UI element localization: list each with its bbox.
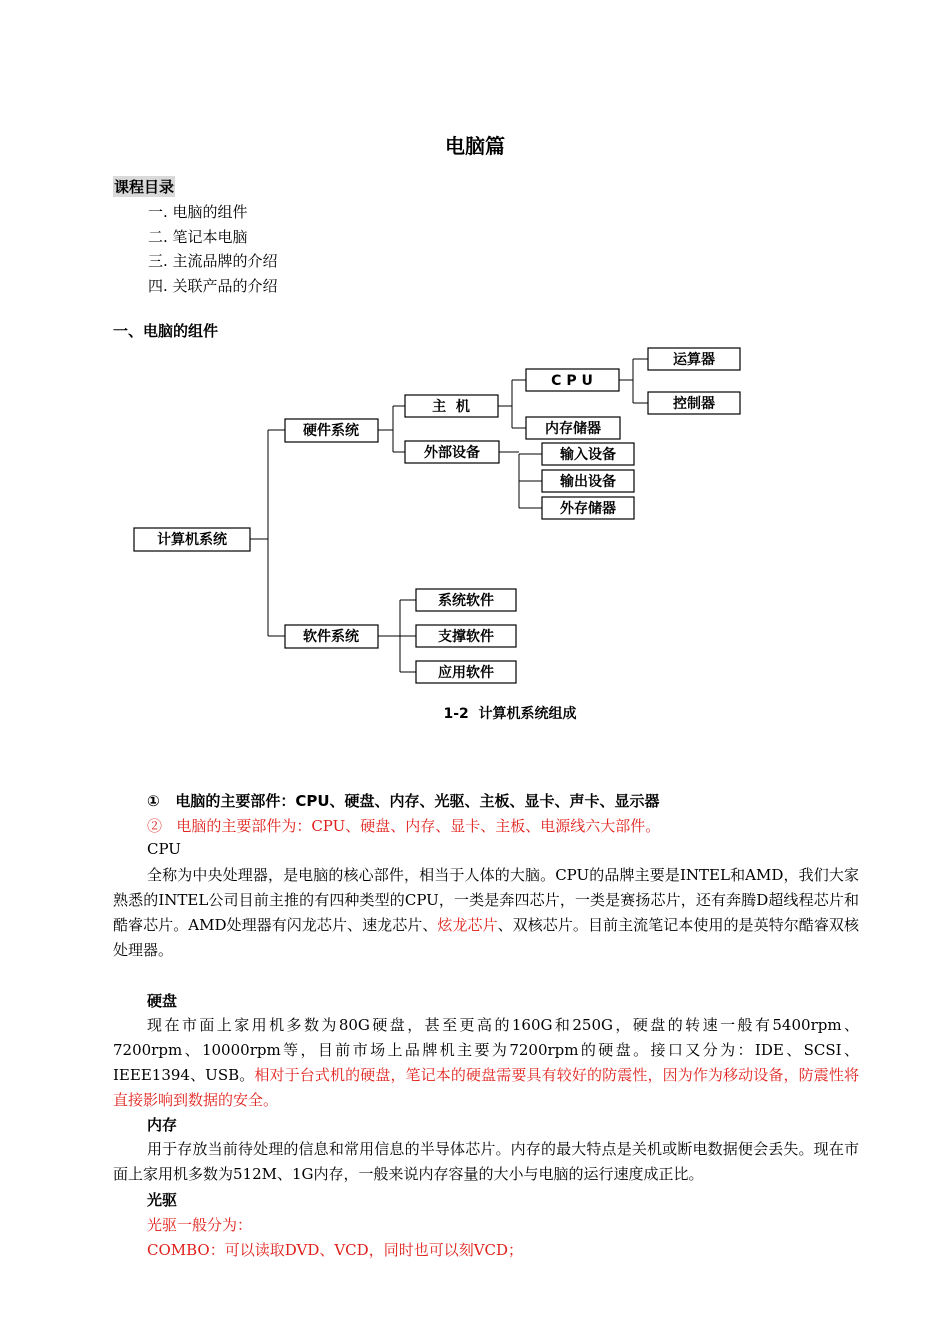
hdd-text-highlight: 相对于台式机的硬盘，笔记本的硬盘需要具有较好的防震性，因为作为移动设备，防震性将直接影响到数据的安全。 bbox=[113, 1066, 859, 1109]
toc-item: 三. 主流品牌的介绍 bbox=[148, 252, 278, 270]
node-memory: 内存储器 bbox=[545, 421, 601, 437]
point-2-number: ② bbox=[147, 817, 163, 835]
node-cpu: C P U bbox=[551, 373, 593, 389]
toc-heading: 课程目录 bbox=[114, 178, 175, 196]
cpu-text-end: 、双核芯片。目前主流笔记本使用的是英特尔酷睿双核处理器。 bbox=[113, 916, 859, 959]
hdd-text: 现在市面上家用机多数为80G硬盘，甚至更高的160G和250G，硬盘的转速一般有5400rpm、7200rpm、10000rpm等，目前市场上品牌机主要为7200rpm的硬盘。接口又分为：IDE、SCSI、IEEE1394、USB。 bbox=[113, 1016, 859, 1084]
cpu-heading: CPU bbox=[147, 840, 181, 858]
point-2 bbox=[147, 815, 660, 836]
node-input: 输入设备 bbox=[560, 447, 616, 463]
node-hardware: 硬件系统 bbox=[303, 423, 359, 439]
node-application-software: 应用软件 bbox=[438, 665, 494, 681]
ram-paragraph: 用于存放当前待处理的信息和常用信息的半导体芯片。内存的最大特点是关机或断电数据便会丢失。现在市面上家用机多数为512M、1G内存，一般来说内存容量的大小与电脑的运行速度成正比。 bbox=[113, 1140, 859, 1183]
point-1-number: ① bbox=[147, 792, 160, 810]
hdd-heading: 硬盘 bbox=[147, 992, 178, 1010]
toc-item: 一. 电脑的组件 bbox=[148, 203, 248, 221]
node-output: 输出设备 bbox=[560, 474, 616, 490]
computer-system-diagram bbox=[0, 340, 950, 730]
cpu-paragraph bbox=[113, 863, 859, 963]
point-1-text: 电脑的主要部件：CPU、硬盘、内存、光驱、主板、显卡、声卡、显示器 bbox=[175, 792, 660, 810]
odd-line-1: 光驱一般分为： bbox=[147, 1216, 253, 1234]
section-heading-components: 一、电脑的组件 bbox=[113, 322, 219, 340]
point-1 bbox=[147, 790, 660, 811]
ram-heading: 内存 bbox=[147, 1116, 178, 1134]
toc-item: 四. 关联产品的介绍 bbox=[148, 277, 278, 295]
node-external-storage: 外存储器 bbox=[560, 501, 616, 517]
node-peripheral: 外部设备 bbox=[424, 445, 480, 461]
odd-heading: 光驱 bbox=[147, 1191, 178, 1209]
node-alu: 运算器 bbox=[673, 352, 715, 368]
node-support-software: 支撑软件 bbox=[438, 629, 494, 645]
node-root: 计算机系统 bbox=[157, 532, 227, 548]
page-title: 电脑篇 bbox=[445, 134, 505, 158]
node-system-software: 系统软件 bbox=[438, 593, 494, 609]
node-host: 主 机 bbox=[432, 399, 470, 415]
cpu-text-highlight: 炫龙芯片 bbox=[437, 916, 498, 934]
cpu-text: 全称为中央处理器，是电脑的核心部件，相当于人体的大脑。CPU的品牌主要是INTEL和AMD，我们大家熟悉的INTEL公司目前主推的有四种类型的CPU，一类是奔四芯片，一类是赛扬芯片，还有奔腾D超线程芯片和酷睿芯片。AMD处理器有闪龙芯片、速龙芯片、 bbox=[113, 866, 859, 934]
node-controller: 控制器 bbox=[673, 396, 715, 412]
node-software: 软件系统 bbox=[303, 629, 359, 645]
toc-item: 二. 笔记本电脑 bbox=[148, 228, 248, 246]
point-2-text: 电脑的主要部件为：CPU、硬盘、内存、显卡、主板、电源线六大部件。 bbox=[176, 817, 661, 835]
odd-line-2: COMBO：可以读取DVD、VCD，同时也可以刻VCD； bbox=[147, 1241, 524, 1259]
diagram-caption: 1-2 计算机系统组成 bbox=[443, 706, 577, 722]
hdd-paragraph bbox=[113, 1013, 859, 1113]
